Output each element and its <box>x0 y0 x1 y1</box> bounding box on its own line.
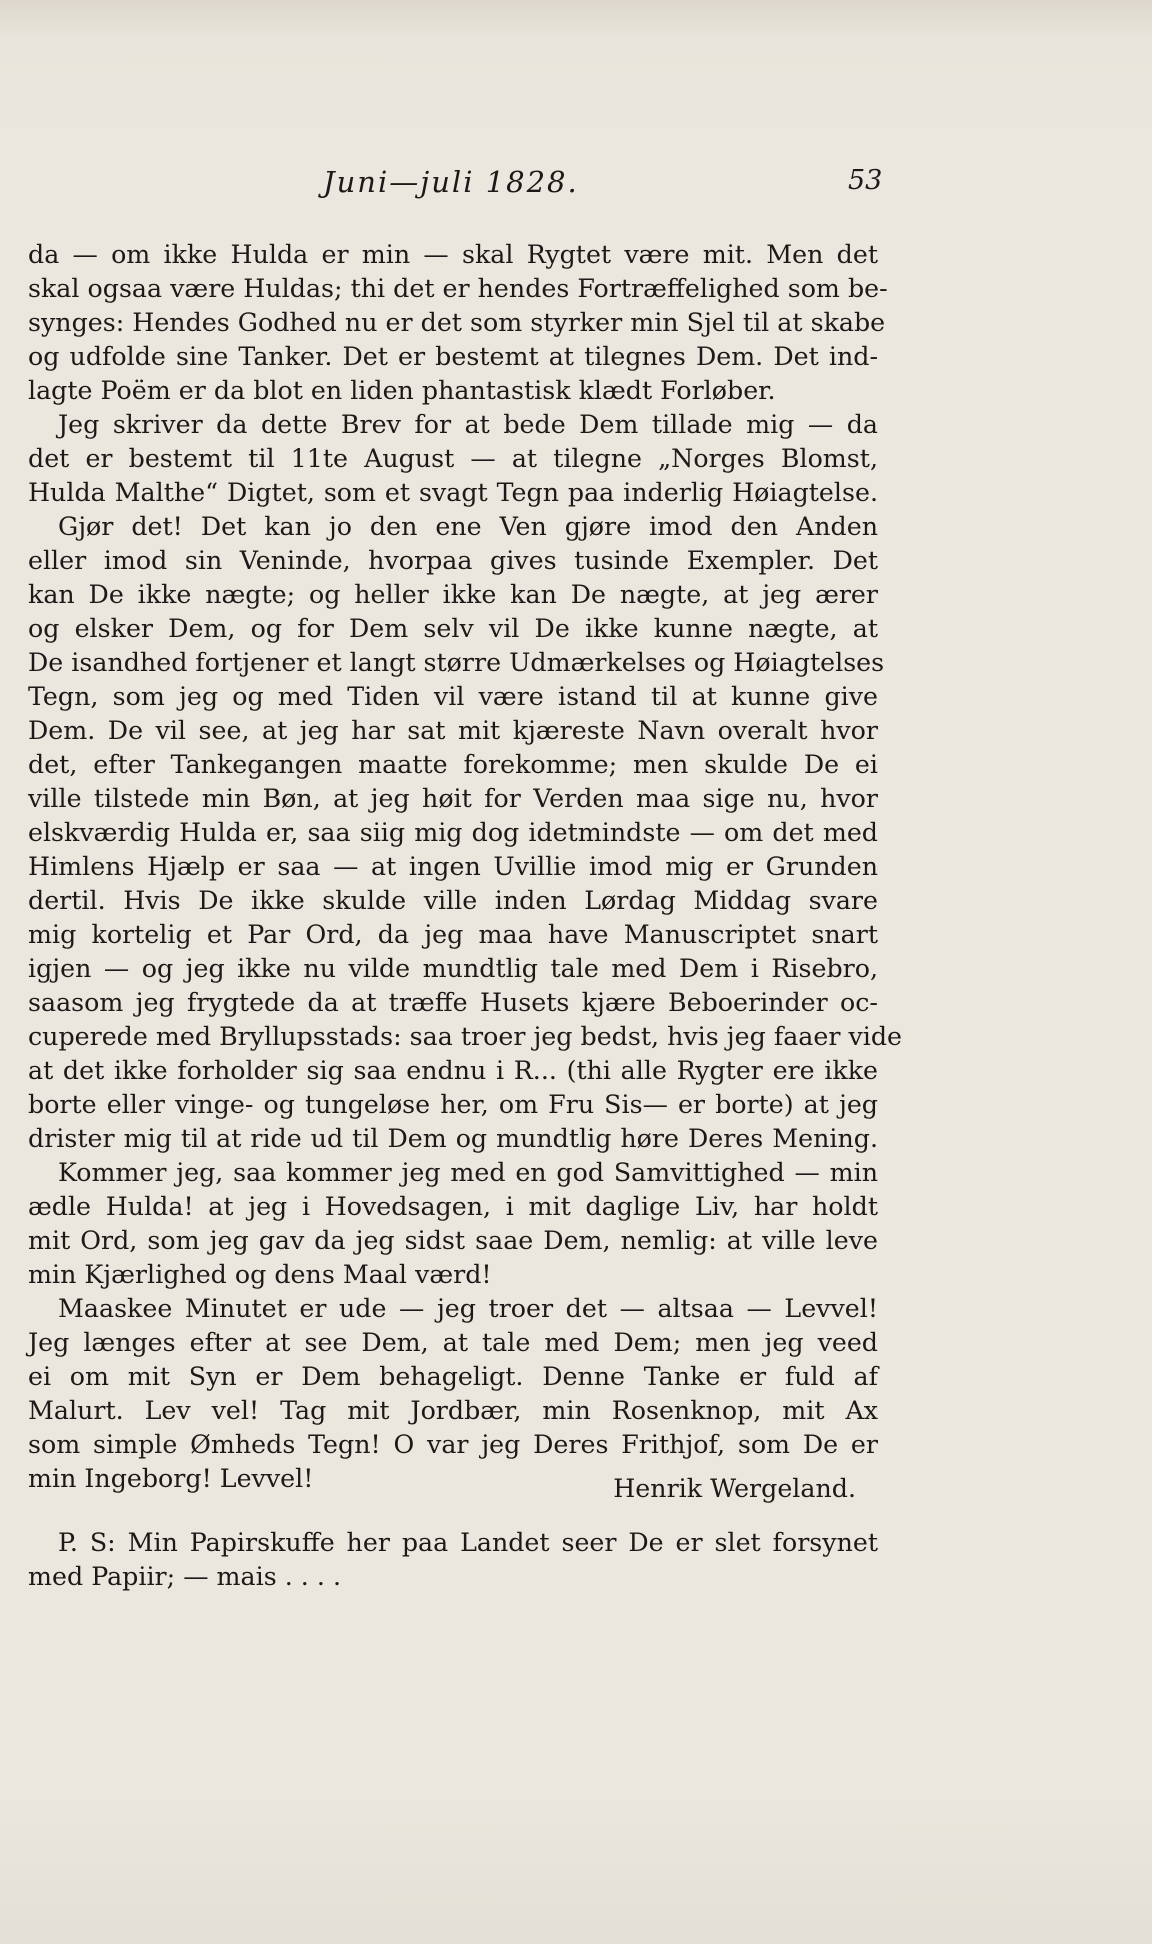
text-line: ei om mit Syn er Dem behageligt. Denne Tanke er fuld af <box>28 1362 878 1391</box>
paragraph <box>28 408 878 510</box>
text-line: cuperede med Bryllupsstads: saa troer jeg bedst, hvis jeg faaer vide <box>28 1022 903 1051</box>
postscript-line: med Papiir; — mais . . . . <box>28 1562 341 1591</box>
running-head-title: Juni—juli 1828. <box>323 165 579 199</box>
text-line: saasom jeg frygtede da at træffe Husets kjære Beboerinder oc- <box>28 988 878 1017</box>
paragraph <box>28 1292 878 1503</box>
text-line: Malurt. Lev vel! Tag mit Jordbær, min Rosenknop, mit Ax <box>28 1396 878 1425</box>
text-line: som simple Ømheds Tegn! O var jeg Deres Frithjof, som De er <box>28 1430 878 1459</box>
text-line: eller imod sin Veninde, hvorpaa gives tusinde Exempler. Det <box>28 546 878 575</box>
paragraph <box>28 238 888 408</box>
text-line: mit Ord, som jeg gav da jeg sidst saae Dem, nemlig: at ville leve <box>28 1226 878 1255</box>
text-line: drister mig til at ride ud til Dem og mundtlig høre Deres Mening. <box>28 1124 878 1153</box>
text-line: ville tilstede min Bøn, at jeg høit for Verden maa sige nu, hvor <box>28 784 878 813</box>
text-line: ædle Hulda! at jeg i Hovedsagen, i mit daglige Liv, har holdt <box>28 1192 878 1221</box>
signature: Henrik Wergeland. <box>613 1474 856 1503</box>
text-line: igjen — og jeg ikke nu vilde mundtlig tale med Dem i Risebro, <box>28 954 878 983</box>
text-line: Kommer jeg, saa kommer jeg med en god Samvittighed — min <box>58 1158 878 1187</box>
text-line: Dem. De vil see, at jeg har sat mit kjæreste Navn overalt hvor <box>28 716 878 745</box>
text-line: da — om ikke Hulda er min — skal Rygtet være mit. Men det <box>28 240 878 269</box>
postscript-line: P. S: Min Papirskuffe her paa Landet seer De er slet forsynet <box>58 1528 878 1557</box>
text-line: lagte Poëm er da blot en liden phantastisk klædt Forløber. <box>28 376 776 405</box>
text-line: Gjør det! Det kan jo den ene Ven gjøre imod den Anden <box>58 512 878 541</box>
postscript <box>28 1526 878 1594</box>
letter-text <box>28 238 903 1594</box>
text-line: Jeg skriver da dette Brev for at bede Dem tillade mig — da <box>58 410 878 439</box>
text-line: Tegn, som jeg og med Tiden vil være istand til at kunne give <box>28 682 878 711</box>
text-line: dertil. Hvis De ikke skulde ville inden Lørdag Middag svare <box>28 886 878 915</box>
text-line: borte eller vinge- og tungeløse her, om Fru Sis— er borte) at jeg <box>28 1090 878 1119</box>
text-line: elskværdig Hulda er, saa siig mig dog idetmindste — om det med <box>28 818 878 847</box>
text-line: det, efter Tankegangen maatte forekomme; men skulde De ei <box>28 750 878 779</box>
text-line: kan De ikke nægte; og heller ikke kan De nægte, at jeg ærer <box>28 580 878 609</box>
text-line: min Kjærlighed og dens Maal værd! <box>28 1260 492 1289</box>
text-line: Hulda Malthe“ Digtet, som et svagt Tegn paa inderlig Høiagtelse. <box>28 478 878 507</box>
running-head <box>28 165 883 209</box>
text-line: min Ingeborg! Levvel! <box>28 1464 314 1493</box>
text-line: skal ogsaa være Huldas; thi det er hendes Fortræffelighed som be- <box>28 274 888 303</box>
paragraph <box>28 1156 878 1292</box>
text-line: Jeg længes efter at see Dem, at tale med Dem; men jeg veed <box>28 1328 878 1357</box>
text-line: og elsker Dem, og for Dem selv vil De ikke kunne nægte, at <box>28 614 878 643</box>
text-line: det er bestemt til 11te August — at tilegne „Norges Blomst, <box>28 444 878 473</box>
text-line: og udfolde sine Tanker. Det er bestemt at tilegnes Dem. Det ind- <box>28 342 878 371</box>
text-line: De isandhed fortjener et langt større Udmærkelses og Høiagtelses <box>28 648 885 677</box>
text-line: Himlens Hjælp er saa — at ingen Uvillie imod mig er Grunden <box>28 852 878 881</box>
text-line: synges: Hendes Godhed nu er det som styrker min Sjel til at skabe <box>28 308 886 337</box>
text-line: mig kortelig et Par Ord, da jeg maa have Manuscriptet snart <box>28 920 878 949</box>
paragraph <box>28 510 903 1156</box>
page-number: 53 <box>848 165 883 196</box>
text-line: Maaskee Minutet er ude — jeg troer det — altsaa — Levvel! <box>58 1294 878 1323</box>
text-line: at det ikke forholder sig saa endnu i R... (thi alle Rygter ere ikke <box>28 1056 878 1085</box>
